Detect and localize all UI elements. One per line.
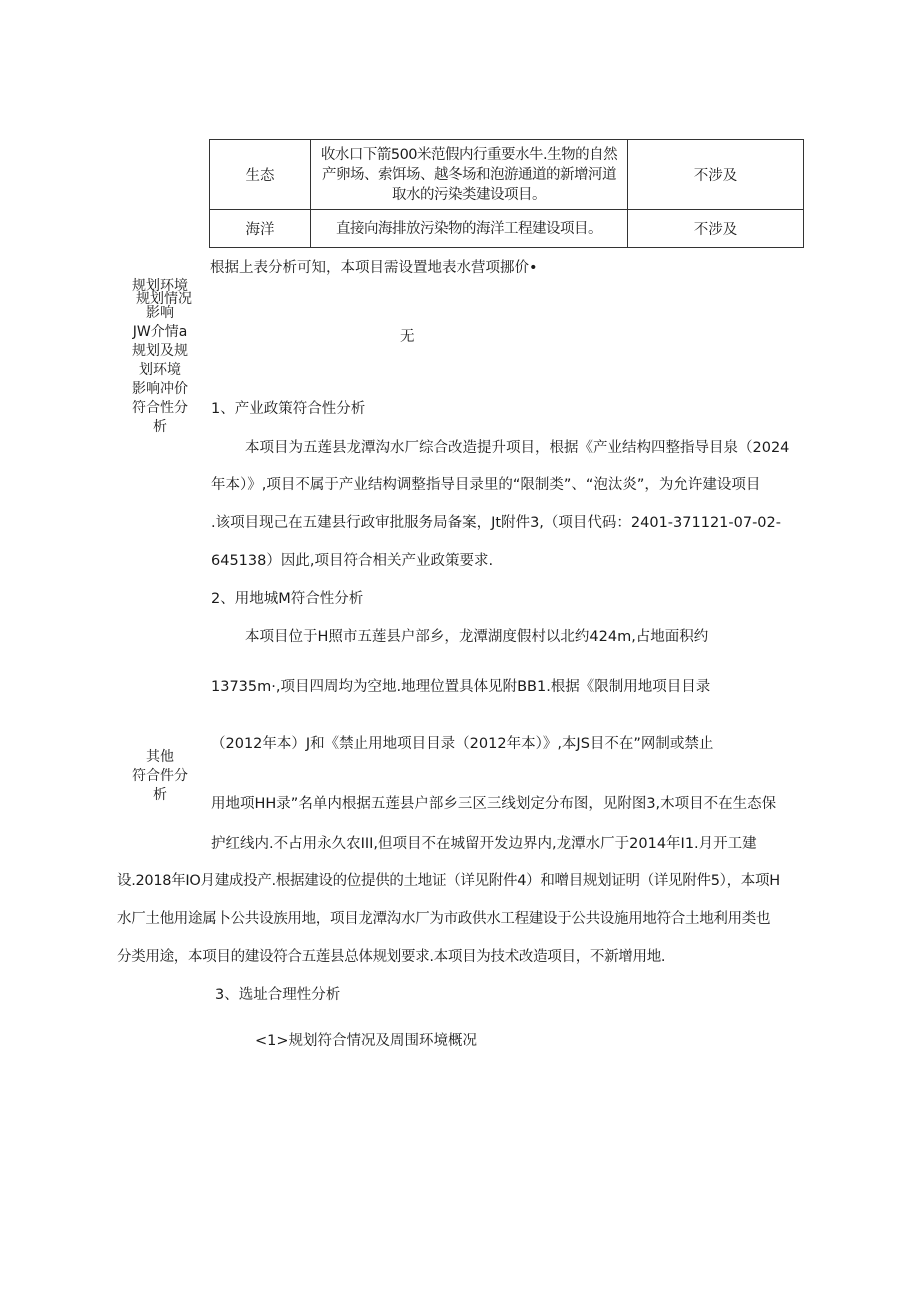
- section-2-line: 13735m·,项目四周均为空地.地理位置具体见附BB1.根据《限制用地项目目录: [211, 679, 711, 695]
- section-1-line: 本项目为五莲县龙潭沟水厂综合改造提升项目，根据《产业结构四整指导目泉（2024: [245, 440, 790, 456]
- section-2-title: 2、用地城M符合性分析: [211, 591, 364, 607]
- section-1-title: 1、产业政策符合性分析: [211, 401, 366, 417]
- section-2-line: （2012年本）J和《禁止用地项目目录（2012年本）》,本JS目不在”网制或禁止: [211, 736, 714, 752]
- side-label-plan-block: 影响 JW介情a 规划及规 划环境 影响冲价 符合性分 析: [132, 305, 188, 435]
- section-2-line: 水厂土他用途属卜公共设族用地，项目龙潭沟水厂为市政供水工程建设于公共设施用地符合土地利用类也: [117, 911, 771, 927]
- table-cell-category: 海洋: [210, 210, 311, 248]
- plan-value: 无: [400, 329, 415, 345]
- side-label-other: 其他 符合件分 析: [132, 749, 188, 803]
- section-1-line: 年本）》,项目不属于产业结构调整指导目录里的“限制类”、“泡汰炎”，为允许建设项目: [211, 477, 761, 493]
- table-cell-result: 不涉及: [628, 210, 804, 248]
- table-cell-description: 直接向海排放污染物的海洋工程建设项目。: [311, 210, 628, 248]
- section-1-line: .该项目现己在五建县行政审批服务局备案，Jt附件3,（项目代码：2401-371121-07-02-: [211, 515, 781, 531]
- section-2-line: 设.2018年IO月建成投产.根据建设的位提供的土地证（详见附件4）和噌目规划证明（详见附件5），本项H: [117, 873, 780, 889]
- table-row: [210, 210, 804, 248]
- section-2-line: 用地项HH录”名单内根据五莲县户部乡三区三线划定分布图，见附图3,木项目不在生态保: [211, 796, 777, 812]
- table-cell-description: 收水口下箭500米范假内行重要水牛.生物的自然 产卵场、索饵场、越冬场和泡游通道的新增河道 取水的污染类建设项目。: [311, 140, 628, 210]
- impact-table: [209, 139, 804, 248]
- table-cell-category: 生态: [210, 140, 311, 210]
- section-2-line: 分类用途，本项目的建设符合五莲县总体规划要求.本项目为技术改造项目，不新增用地.: [117, 949, 666, 965]
- table-row: [210, 140, 804, 210]
- section-2-line: 本项目位于H照市五莲县户部乡，龙潭湖度假村以北约424m,占地面积约: [245, 629, 709, 645]
- table-conclusion: 根据上表分析可知，本项目需设置地表水营项挪价•: [210, 260, 538, 276]
- section-1-line: 645138）因此,项目符合相关产业政策要求.: [211, 553, 494, 569]
- side-label-plan-status: 规划情况: [136, 291, 192, 307]
- section-3-subtitle: <1>规划符合情况及周围环境概况: [255, 1033, 478, 1049]
- side-label-plan-env: 规划环境: [132, 278, 188, 294]
- section-3-title: 3、选址合理性分析: [215, 987, 341, 1003]
- section-2-line: 护红线内.不占用永久农III,但项目不在城留开发边界内,龙潭水厂于2014年I1.月开工建: [211, 836, 757, 852]
- table-cell-result: 不涉及: [628, 140, 804, 210]
